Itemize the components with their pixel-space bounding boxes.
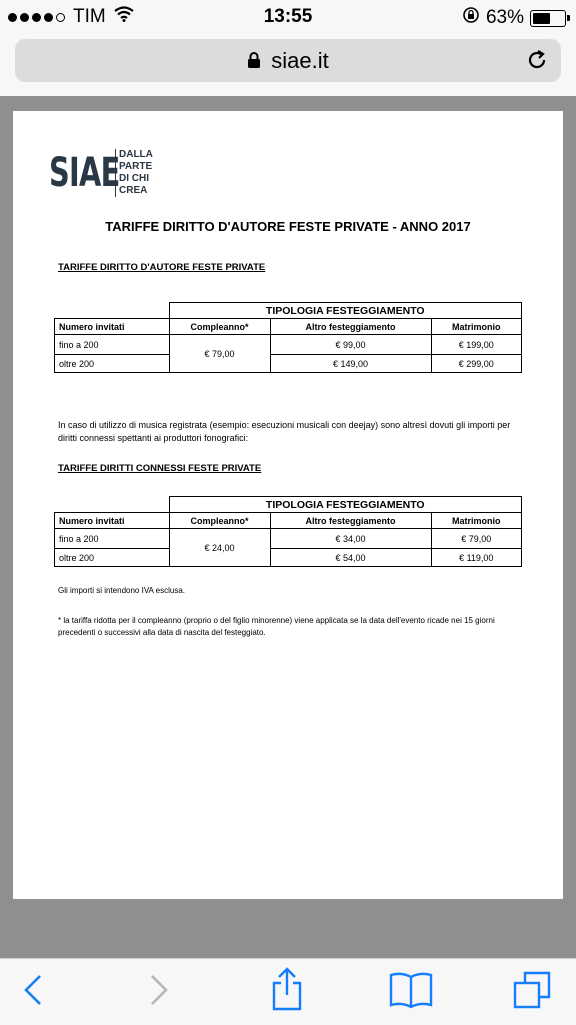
table-row <box>55 355 522 373</box>
browser-toolbar <box>0 958 576 1025</box>
carrier-name: TIM <box>73 6 106 27</box>
lock-icon <box>247 49 261 75</box>
table-row <box>55 529 522 549</box>
matrimonio-value: € 119,00 <box>431 549 522 567</box>
address-bar[interactable] <box>15 39 561 82</box>
logo-tagline: DALLA PARTE DI CHI CREA <box>115 149 159 197</box>
orientation-lock-icon <box>462 6 480 30</box>
battery-icon <box>530 10 566 27</box>
status-bar <box>0 0 576 34</box>
document-title: TARIFFE DIRITTO D'AUTORE FESTE PRIVATE - ANNO 2017 <box>105 219 471 234</box>
share-icon[interactable] <box>270 967 304 1016</box>
altro-value: € 99,00 <box>270 335 431 355</box>
matrimonio-value: € 199,00 <box>431 335 522 355</box>
footnote-compleanno: * la tariffa ridotta per il compleanno (proprio o del figlio minorenne) viene applicata se la data dell'evento ricade nei 15 giorni precedenti o successivi alla data di nascita del festeggiato. <box>58 616 495 637</box>
row-invitati: oltre 200 <box>55 355 170 373</box>
section-title-diritto-autore: TARIFFE DIRITTO D'AUTORE FESTE PRIVATE <box>58 262 266 273</box>
forward-icon[interactable] <box>148 973 170 1012</box>
compleanno-value: € 79,00 <box>169 335 270 373</box>
logo-wordmark: SIAE <box>49 150 120 196</box>
table-row <box>55 549 522 567</box>
pdf-page <box>13 111 563 899</box>
table-row <box>55 335 522 355</box>
matrimonio-value: € 299,00 <box>431 355 522 373</box>
pdf-viewer[interactable] <box>0 96 576 958</box>
table-group-header: TIPOLOGIA FESTEGGIAMENTO <box>169 497 522 513</box>
battery-percent: 63% <box>485 7 524 28</box>
reload-icon[interactable] <box>525 48 549 77</box>
tabs-icon[interactable] <box>512 969 552 1016</box>
altro-value: € 54,00 <box>270 549 431 567</box>
col-header-invitati: Numero invitati <box>55 319 170 335</box>
url-display[interactable] <box>15 48 561 75</box>
back-icon[interactable] <box>22 973 44 1012</box>
col-header-matrimonio: Matrimonio <box>431 513 522 529</box>
url-domain: siae.it <box>271 48 329 73</box>
battery-status <box>462 6 566 30</box>
col-header-compleanno: Compleanno* <box>169 513 270 529</box>
col-header-altro: Altro festeggiamento <box>270 513 431 529</box>
compleanno-value: € 24,00 <box>169 529 270 567</box>
col-header-matrimonio: Matrimonio <box>431 319 522 335</box>
row-invitati: fino a 200 <box>55 335 170 355</box>
col-header-compleanno: Compleanno* <box>169 319 270 335</box>
section-title-diritti-connessi: TARIFFE DIRITTI CONNESSI FESTE PRIVATE <box>58 463 262 474</box>
clock: 13:55 <box>263 6 313 27</box>
tariffe-table-diritto-autore <box>54 302 522 373</box>
col-header-invitati: Numero invitati <box>55 513 170 529</box>
siae-logo <box>49 147 153 199</box>
altro-value: € 149,00 <box>270 355 431 373</box>
note-iva: Gli importi si intendono IVA esclusa. <box>58 586 186 595</box>
row-invitati: fino a 200 <box>55 529 170 549</box>
bookmarks-icon[interactable] <box>388 971 434 1014</box>
col-header-altro: Altro festeggiamento <box>270 319 431 335</box>
tariffe-table-diritti-connessi <box>54 496 522 567</box>
row-invitati: oltre 200 <box>55 549 170 567</box>
paragraph-diritti-connessi: In caso di utilizzo di musica registrata (esempio: esecuzioni musicali con deejay) sono altresì dovuti gli importi per diritti connessi spettanti ai produttori fonografici: <box>58 420 511 443</box>
altro-value: € 34,00 <box>270 529 431 549</box>
table-group-header: TIPOLOGIA FESTEGGIAMENTO <box>169 303 522 319</box>
matrimonio-value: € 79,00 <box>431 529 522 549</box>
